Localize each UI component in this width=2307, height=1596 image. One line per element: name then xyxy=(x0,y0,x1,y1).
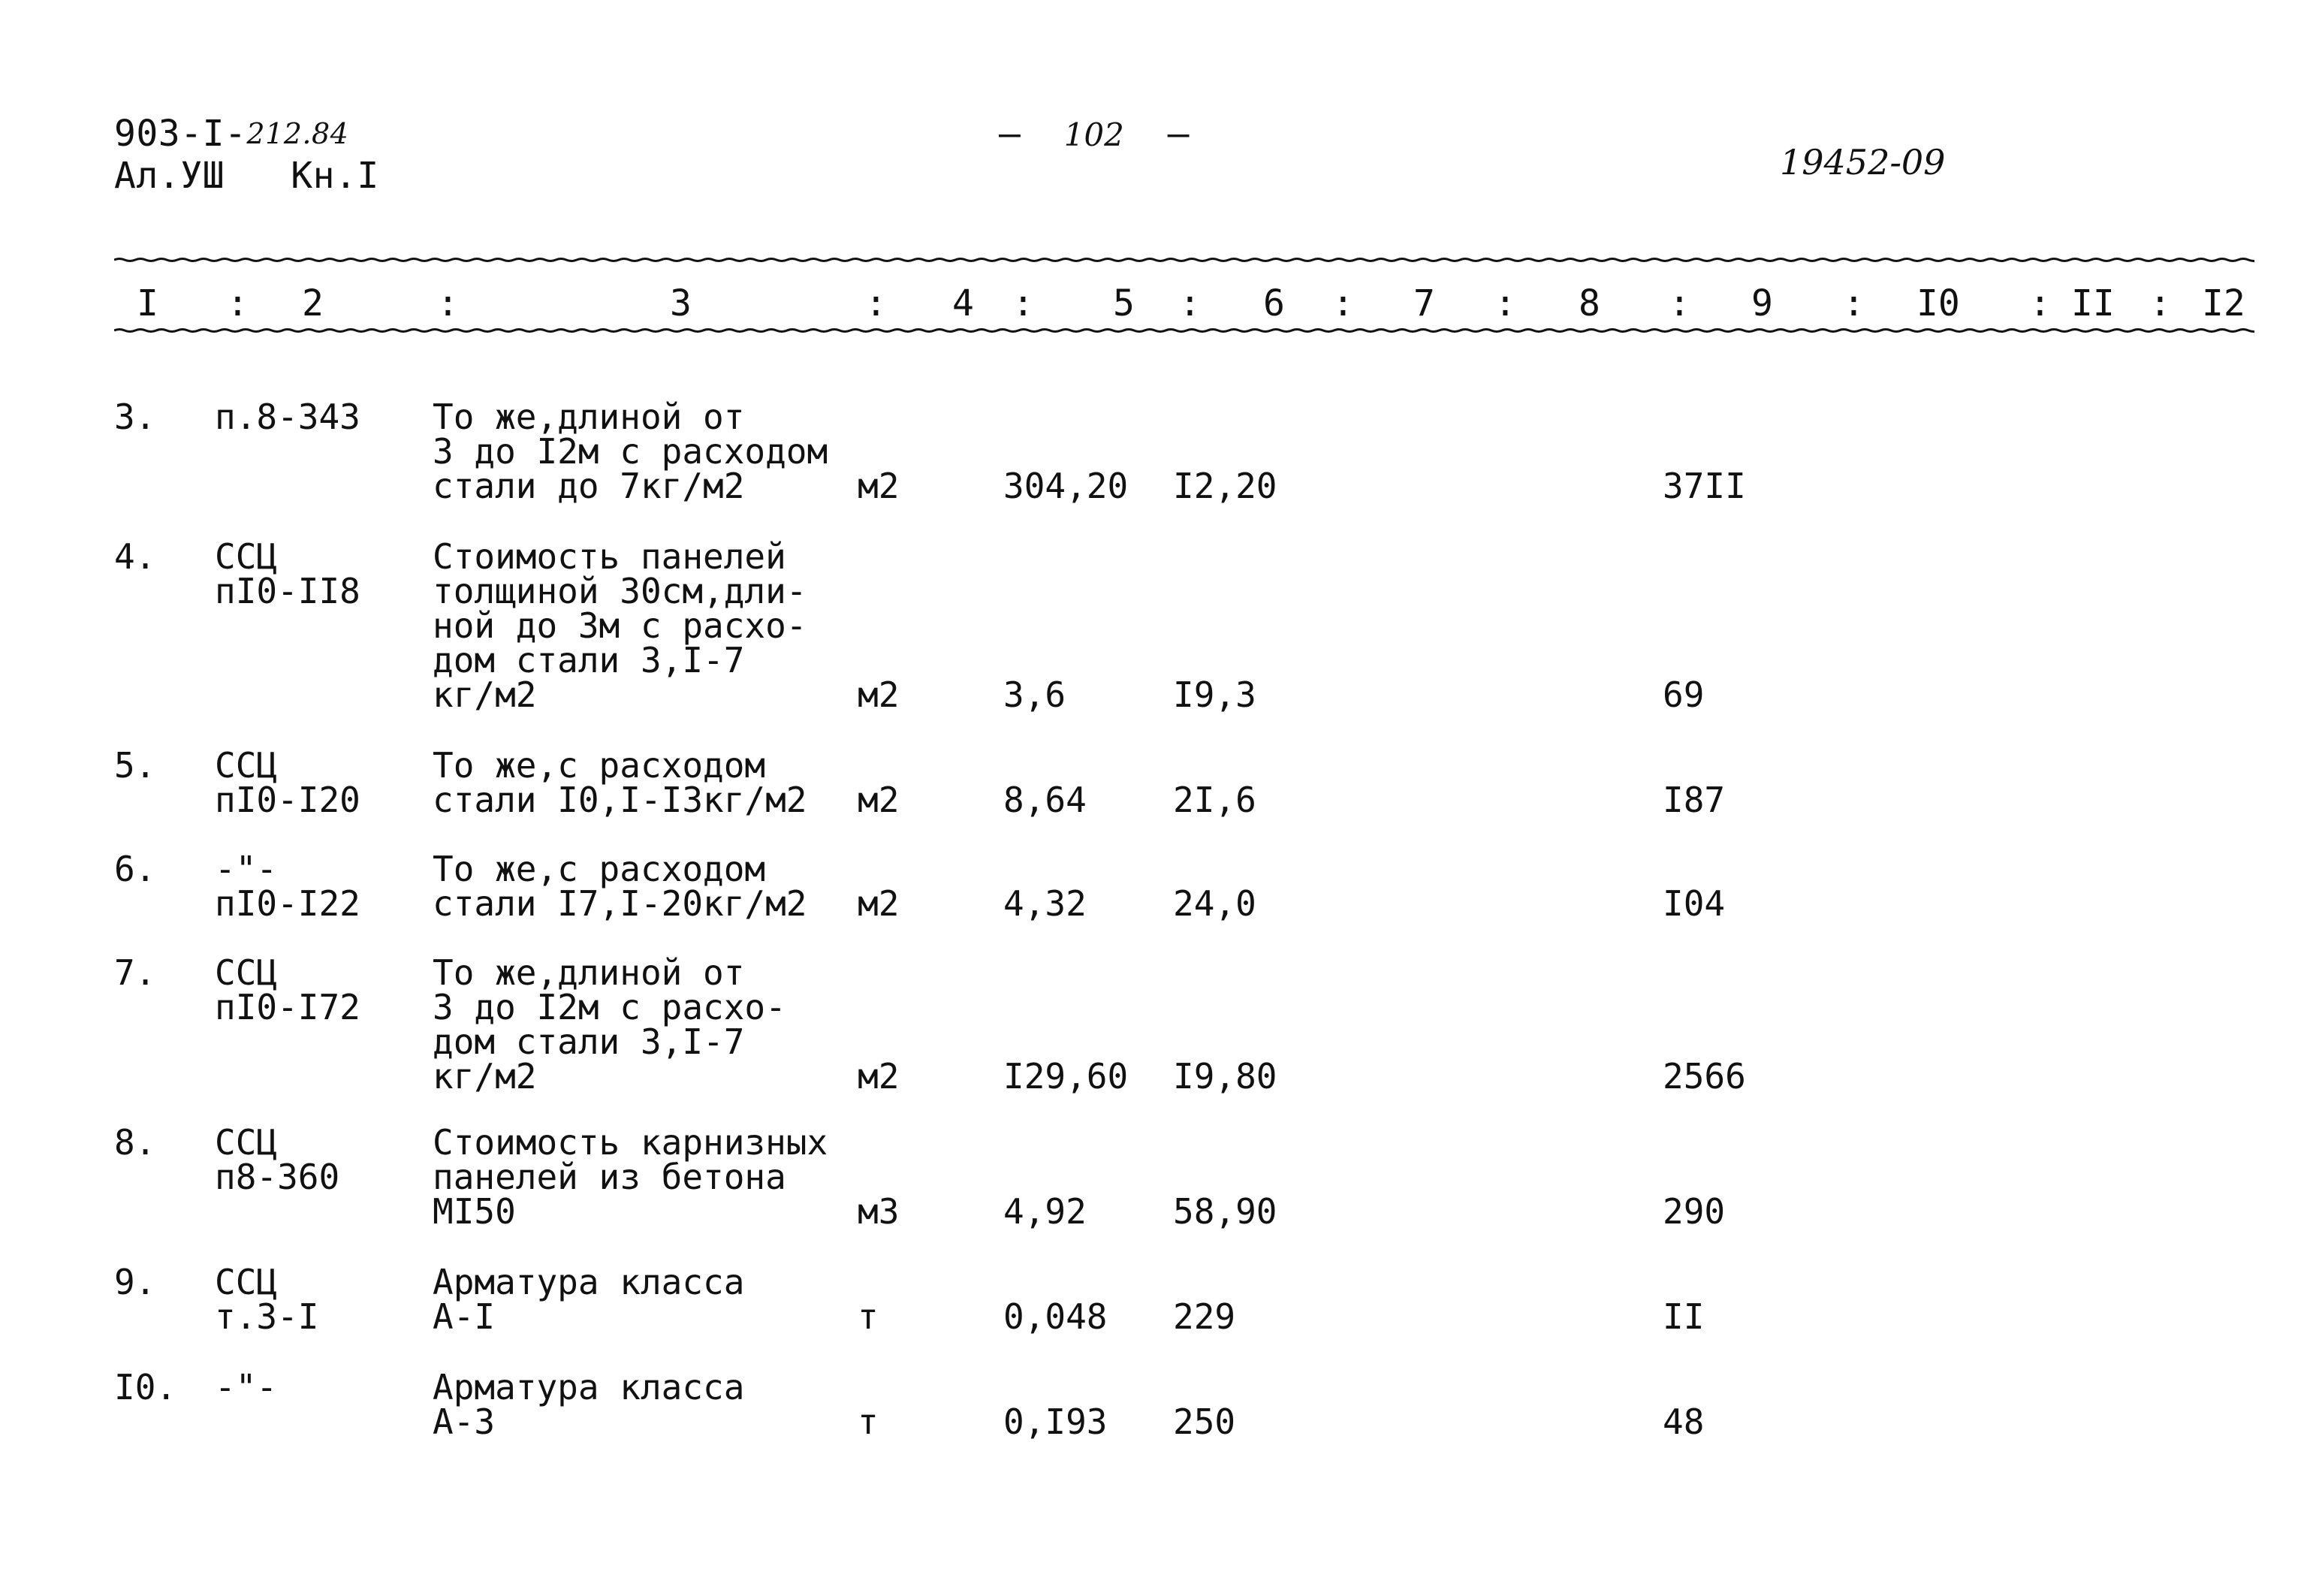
row-number: 9. xyxy=(114,1262,156,1302)
unit-of-measure: т xyxy=(858,1401,879,1442)
norm-code-line: пI0-I22 xyxy=(215,883,360,924)
total-cost: 37II xyxy=(1663,466,1746,506)
norm-code xyxy=(215,1367,278,1407)
page-number: – 102 – xyxy=(999,113,1190,155)
unit-of-measure: т xyxy=(858,1296,879,1337)
work-description-line: МI50 xyxy=(433,1191,516,1232)
work-description-line: Арматура класса xyxy=(433,1367,745,1407)
total-cost: I04 xyxy=(1663,883,1726,924)
norm-code-line: ССЦ xyxy=(215,536,278,577)
column-number-6: 6 xyxy=(1263,282,1285,324)
unit-of-measure: м2 xyxy=(858,883,900,924)
norm-code-line: пI0-I20 xyxy=(215,780,360,820)
work-description-line: То же,длиной от xyxy=(433,952,745,993)
work-description xyxy=(433,536,807,715)
unit-price: 24,0 xyxy=(1173,883,1256,924)
unit-price: I9,3 xyxy=(1173,674,1256,715)
work-description-line: дом стали 3,I-7 xyxy=(433,640,745,680)
series-handwritten: 212.84 xyxy=(246,117,349,150)
document-code: 19452-09 xyxy=(1780,142,1946,183)
unit-of-measure: м2 xyxy=(858,1056,900,1097)
header-series-block xyxy=(114,113,379,197)
unit-price: 58,90 xyxy=(1173,1191,1277,1232)
column-number-I0: I0 xyxy=(1916,282,1960,324)
column-number-2: 2 xyxy=(302,282,324,324)
row-number: I0. xyxy=(114,1367,177,1407)
work-description-line: Стоимость панелей xyxy=(433,536,786,577)
row-number: 4. xyxy=(114,536,156,577)
column-separator: : xyxy=(1332,282,1354,324)
column-separator: : xyxy=(1012,282,1034,324)
work-description xyxy=(433,1367,745,1442)
album-label: Ал.УШ xyxy=(114,155,225,197)
column-separator: : xyxy=(2149,282,2171,324)
row-number: 7. xyxy=(114,952,156,993)
work-description-line: То же,с расходом xyxy=(433,849,766,889)
column-number-II: II xyxy=(2071,282,2115,324)
column-separator: : xyxy=(437,282,459,324)
norm-code xyxy=(215,397,360,437)
norm-code-line: ССЦ xyxy=(215,952,278,993)
work-description-line: панелей из бетона xyxy=(433,1157,786,1197)
norm-code-line: пI0-I72 xyxy=(215,987,360,1027)
wavy-line-top xyxy=(114,254,2254,266)
quantity: 3,6 xyxy=(1003,674,1066,715)
total-cost: 48 xyxy=(1663,1401,1705,1442)
album-book-line xyxy=(114,155,379,197)
row-number: 5. xyxy=(114,745,156,786)
norm-code xyxy=(215,536,360,611)
row-number: 8. xyxy=(114,1122,156,1163)
work-description-line: Арматура класса xyxy=(433,1262,745,1302)
unit-price: 250 xyxy=(1173,1401,1236,1442)
norm-code-line: ССЦ xyxy=(215,1262,278,1302)
column-separator: : xyxy=(865,282,887,324)
unit-price: I2,20 xyxy=(1173,466,1277,506)
norm-code xyxy=(215,1262,319,1337)
work-description-line: кг/м2 xyxy=(433,674,537,715)
work-description xyxy=(433,1262,745,1337)
column-number-8: 8 xyxy=(1579,282,1600,324)
norm-code xyxy=(215,745,360,820)
work-description-line: То же,с расходом xyxy=(433,745,766,786)
total-cost: II xyxy=(1663,1296,1705,1337)
work-description-line: То же,длиной от xyxy=(433,397,745,437)
total-cost: 2566 xyxy=(1663,1056,1746,1097)
series-number: 903-I-$^{212.84}$ xyxy=(114,113,349,155)
column-separator: : xyxy=(227,282,249,324)
work-description-line: дом стали 3,I-7 xyxy=(433,1021,745,1062)
work-description xyxy=(433,745,807,820)
column-separator: : xyxy=(1669,282,1690,324)
total-cost: 290 xyxy=(1663,1191,1726,1232)
work-description xyxy=(433,1122,828,1232)
work-description-line: Стоимость карнизных xyxy=(433,1122,828,1163)
column-number-5: 5 xyxy=(1113,282,1135,324)
book-label: Кн.I xyxy=(291,155,379,197)
norm-code xyxy=(215,849,360,924)
table-header-rule xyxy=(114,324,2254,336)
work-description-line: ной до 3м с расхо- xyxy=(433,605,807,646)
norm-code-line: п8-360 xyxy=(215,1157,340,1197)
column-number-9: 9 xyxy=(1751,282,1773,324)
unit-of-measure: м2 xyxy=(858,466,900,506)
column-separator: : xyxy=(1494,282,1516,324)
column-number-I: I xyxy=(137,282,158,324)
column-separator: : xyxy=(2029,282,2051,324)
work-description-line: толщиной 30см,дли- xyxy=(433,571,807,611)
work-description-line: А-3 xyxy=(433,1401,496,1442)
work-description-line: 3 до I2м с расходом xyxy=(433,431,828,472)
unit-of-measure: м2 xyxy=(858,780,900,820)
total-cost: 69 xyxy=(1663,674,1705,715)
work-description-line: А-I xyxy=(433,1296,496,1337)
work-description xyxy=(433,849,807,924)
column-number-I2: I2 xyxy=(2202,282,2245,324)
unit-price: 229 xyxy=(1173,1296,1236,1337)
norm-code-line: п.8-343 xyxy=(215,397,360,437)
unit-of-measure: м3 xyxy=(858,1191,900,1232)
norm-code-line: ССЦ xyxy=(215,745,278,786)
norm-code xyxy=(215,1122,340,1197)
quantity: 0,I93 xyxy=(1003,1401,1108,1442)
row-number: 3. xyxy=(114,397,156,437)
quantity: I29,60 xyxy=(1003,1056,1129,1097)
norm-code-line: -"- xyxy=(215,1367,278,1407)
norm-code-line: ССЦ xyxy=(215,1122,278,1163)
column-separator: : xyxy=(1843,282,1865,324)
work-description-line: стали I0,I-I3кг/м2 xyxy=(433,780,807,820)
norm-code-line: т.3-I xyxy=(215,1296,319,1337)
work-description xyxy=(433,952,786,1097)
work-description-line: стали до 7кг/м2 xyxy=(433,466,745,506)
quantity: 4,92 xyxy=(1003,1191,1087,1232)
quantity: 4,32 xyxy=(1003,883,1087,924)
column-separator: : xyxy=(1179,282,1201,324)
work-description-line: стали I7,I-20кг/м2 xyxy=(433,883,807,924)
wavy-line-bottom xyxy=(114,324,2254,336)
unit-price: 2I,6 xyxy=(1173,780,1256,820)
norm-code xyxy=(215,952,360,1027)
norm-code-line: -"- xyxy=(215,849,278,889)
quantity: 8,64 xyxy=(1003,780,1087,820)
column-number-header xyxy=(114,282,2254,327)
quantity: 304,20 xyxy=(1003,466,1129,506)
row-number: 6. xyxy=(114,849,156,889)
column-number-7: 7 xyxy=(1413,282,1435,324)
work-description-line: 3 до I2м с расхо- xyxy=(433,987,786,1027)
work-description xyxy=(433,397,828,506)
unit-of-measure: м2 xyxy=(858,674,900,715)
column-number-4: 4 xyxy=(952,282,974,324)
total-cost: I87 xyxy=(1663,780,1726,820)
work-description-line: кг/м2 xyxy=(433,1056,537,1097)
table-top-rule xyxy=(114,254,2254,266)
norm-code-line: пI0-II8 xyxy=(215,571,360,611)
unit-price: I9,80 xyxy=(1173,1056,1277,1097)
quantity: 0,048 xyxy=(1003,1296,1108,1337)
column-number-3: 3 xyxy=(670,282,692,324)
